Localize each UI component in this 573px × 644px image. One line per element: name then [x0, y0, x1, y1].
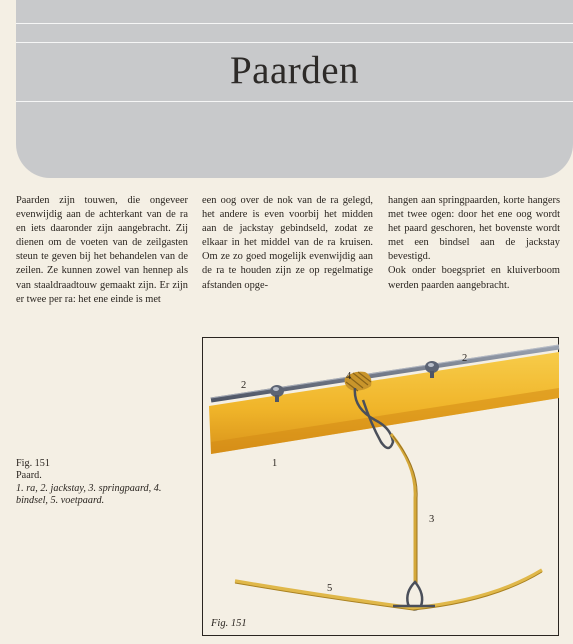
figure-151	[202, 337, 559, 636]
callout-2-right: 2	[462, 353, 468, 364]
figure-caption	[16, 458, 186, 508]
banner-rule	[16, 101, 573, 102]
caption-legend: 1. ra, 2. jackstay, 3. springpaard, 4. bindsel, 5. voetpaard.	[16, 482, 162, 507]
text-column-3	[388, 194, 560, 293]
caption-title: Paard.	[16, 470, 42, 482]
title-banner	[16, 0, 573, 178]
paragraph: Paarden zijn touwen, die ongeveer evenwijdig aan de achterkant van de ra en iets daaronder zijn aangebracht. Zij dienen om de voeten van de zeilgasten steun te geven bij het behandelen van de zeilen. Ze kunnen zowel van hennep als van staaldraadtouw gemaakt zijn. Er zijn er twee per ra: het ene einde is met	[16, 195, 188, 305]
banner-rule	[16, 23, 573, 24]
callout-2-left: 2	[241, 380, 247, 391]
paragraph: Ook onder boegspriet en kluiverboom werden paarden aangebracht.	[388, 265, 560, 291]
callout-4: 4	[346, 371, 352, 382]
page-title: Paarden	[229, 49, 360, 92]
caption-fig-number: Fig. 151	[16, 458, 50, 469]
callout-3: 3	[429, 514, 435, 525]
text-column-2	[202, 194, 373, 293]
rigging-illustration	[203, 338, 560, 637]
voetpaard-rope	[235, 570, 542, 608]
springpaard-rope	[391, 434, 415, 584]
text-column-1	[16, 194, 188, 307]
callout-1: 1	[272, 458, 278, 469]
callout-5: 5	[327, 583, 333, 594]
figure-label: Fig. 151	[211, 618, 247, 629]
paragraph: hangen aan springpaarden, korte hangers met twee ogen: door het ene oog wordt het paard geschoren, het bovenste wordt met een bindsel aan de jackstay bevestigd.	[388, 195, 560, 263]
paragraph: een oog over de nok van de ra gelegd, het andere is even voorbij het midden aan de jackstay gebindseld, zodat ze elkaar in het middel van de ra kruisen. Om ze zo goed mogelijk evenwijdig aan de ra te houden zijn ze op regelmatige afstanden opge-	[202, 195, 373, 291]
